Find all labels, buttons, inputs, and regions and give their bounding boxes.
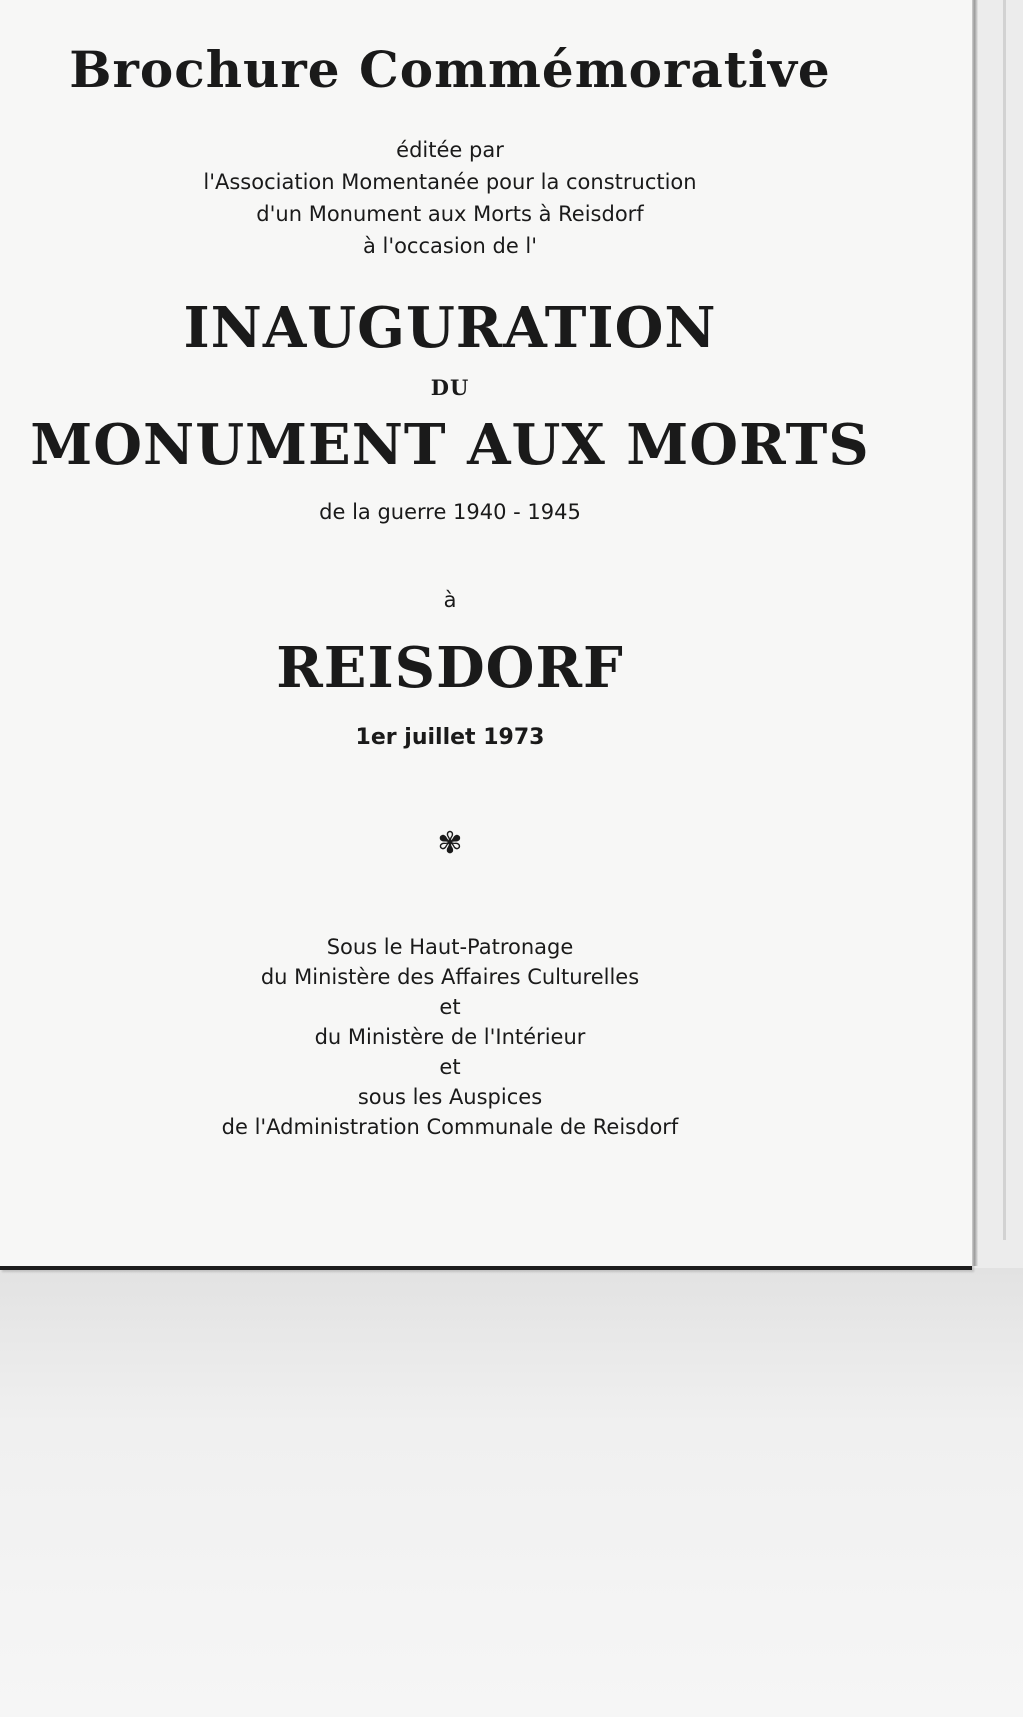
publisher-line-1: éditée par — [396, 138, 504, 162]
publisher-line-3: d'un Monument aux Morts à Reisdorf — [256, 202, 644, 226]
patronage-line-5: et — [439, 1055, 461, 1079]
patronage-line-4: du Ministère de l'Intérieur — [314, 1025, 586, 1049]
title-inauguration: INAUGURATION — [183, 295, 717, 361]
event-date: 1er juillet 1973 — [355, 725, 545, 750]
background-surface — [0, 1268, 1023, 1717]
page-edge — [972, 0, 978, 1266]
patronage-line-7: de l'Administration Communale de Reisdorf — [221, 1115, 679, 1139]
publisher-line-4: à l'occasion de l' — [362, 234, 538, 258]
place-name: REISDORF — [276, 635, 624, 701]
publisher-line-2: l'Association Momentanée pour la construction — [203, 170, 697, 194]
patronage-line-6: sous les Auspices — [357, 1085, 543, 1109]
patronage-line-2: du Ministère des Affaires Culturelles — [260, 965, 640, 989]
preposition-a: à — [443, 588, 457, 612]
war-period: de la guerre 1940 - 1945 — [319, 500, 581, 524]
page-edge-underlay — [1003, 0, 1006, 1240]
title-monument: MONUMENT AUX MORTS — [30, 412, 870, 478]
patronage-line-1: Sous le Haut-Patronage — [326, 935, 574, 959]
flower-ornament-icon: ✾ — [437, 826, 463, 861]
brochure-heading: Brochure Commémorative — [69, 40, 831, 99]
patronage-line-3: et — [439, 995, 461, 1019]
title-du: DU — [430, 375, 470, 400]
